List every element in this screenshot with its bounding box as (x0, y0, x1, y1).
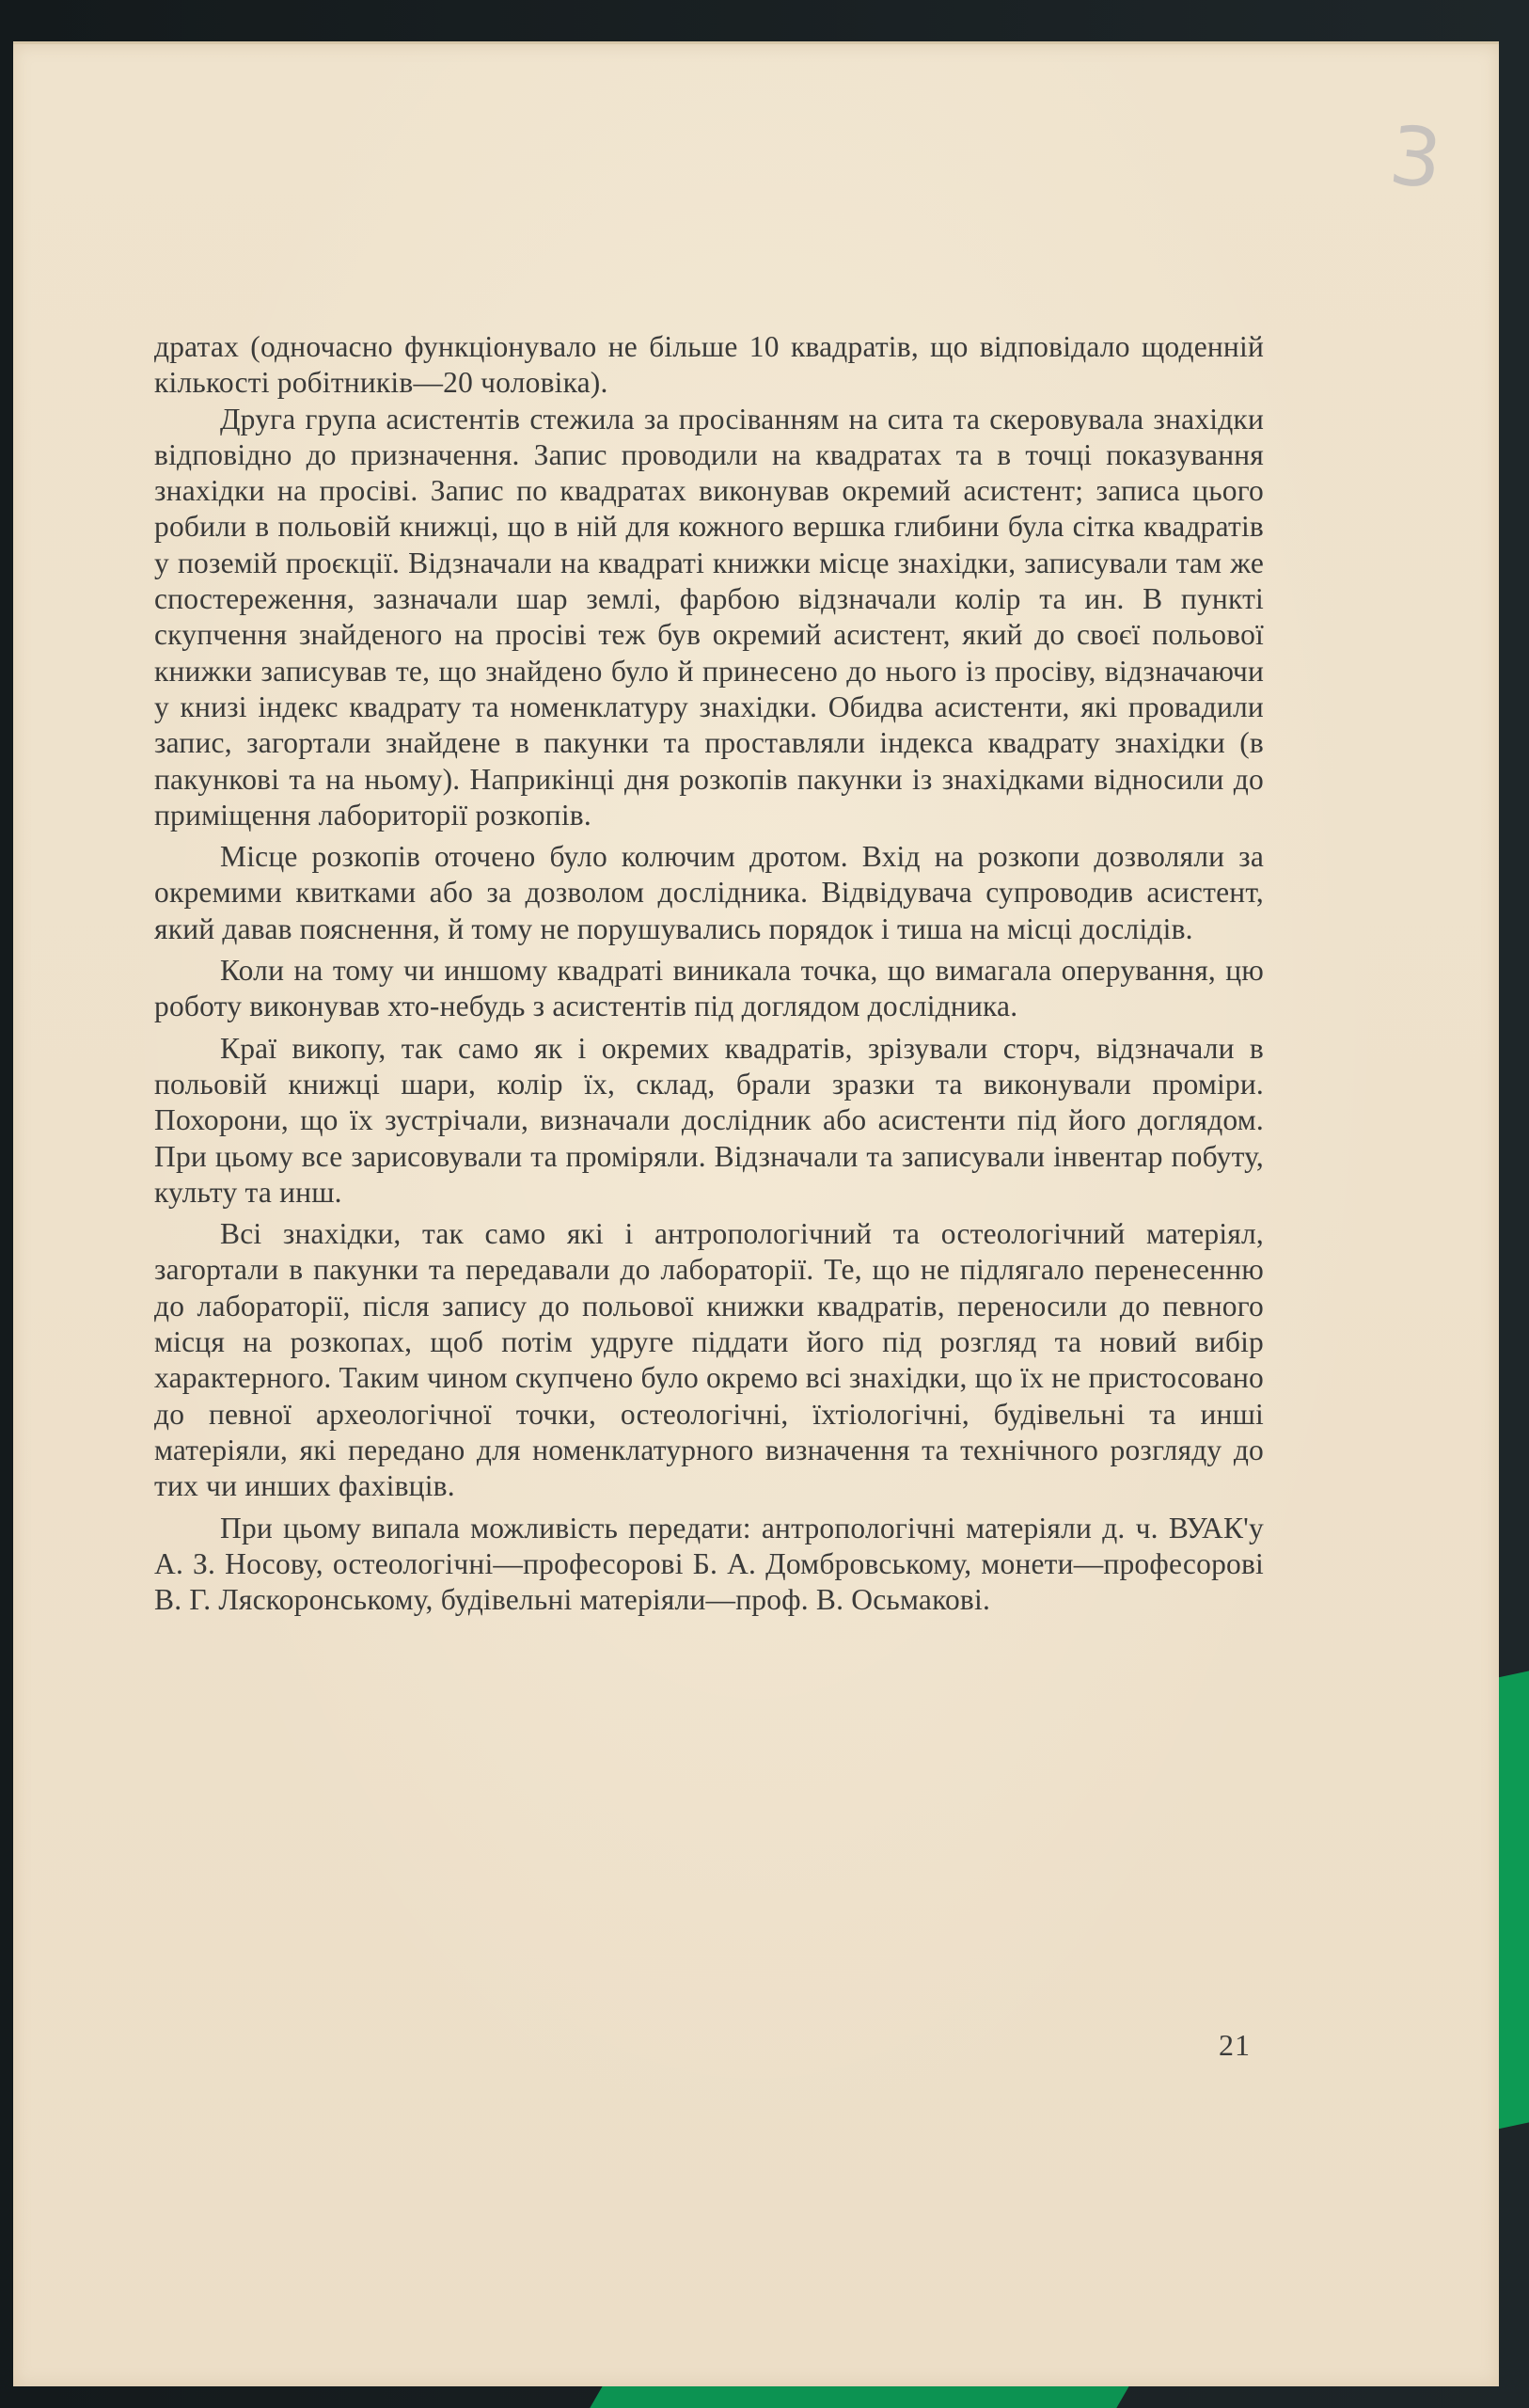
page-number: 21 (1219, 2028, 1251, 2062)
paragraph-3: Коли на тому чи иншому квадраті виникала точка, що вимагала оперування, цю роботу виконував хто-небудь з асистентів під доглядом дослідника. (154, 954, 1264, 1023)
paragraph-6: При цьому випала можливість передати: антропологічні матеріяли д. ч. ВУАК'у А. З. Носову, остеологічні—професорові Б. А. Домбровському, монети—професорові В. Г. Ляскоронському, будівельні матеріяли—проф. В. Осьмакові. (154, 1511, 1264, 1617)
paragraph-5: Всі знахідки, так само які і антропологічний та остеологічний матеріял, загортали в пакунки та передавали до лабораторії. Те, що не підлягало перенесенню до лабораторії, після запису до польової книжки квадратів, переносили до певного місця на розкопах, щоб потім удруге піддати його під розгляд та новий вибір характерного. Таким чином скупчено було окремо всі знахідки, що їх не пристосовано до певної археологічної точки, остеологічні, їхтіологічні, будівельні та инші матеріяли, які передано для номенклатурного визначення та технічного розгляду до тих чи инших фахівців. (154, 1217, 1264, 1503)
paragraph-0: дратах (одночасно функціонувало не більше 10 квадратів, що відповідало щоденній кількості робітників—20 чоловіка). (154, 330, 1264, 400)
green-backing-strip (1497, 1671, 1529, 2129)
paragraph-1: Друга група асистентів стежила за просіванням на сита та скеровувала знахідки відповідно до призначення. Запис проводили на квадратах та в точці показування знахідки на просіві. Запис по квадратах виконував окремий асистент; записа цього робили в польовій книжці, що в ній для кожного вершка глибини була сітка квадратів у поземій проєкції. Відзначали на квадраті книжки місце знахідки, записували там же спостереження, зазначали шар землі, фарбою відзначали колір та ин. В пункті скупчення знайденого на просіві теж був окремий асистент, який до своєї польової книжки записував те, що знайдено було й принесено до нього із просіву, відзначаючи у книзі індекс квадрату та номенклатуру знахідки. Обидва асистенти, які провадили запис, загортали знайдене в пакунки та проставляли індекса квадрату знахідки (в пакункові та на ньому). Наприкінці дня розкопів пакунки із знахідками відносили до приміщення лабориторії розкопів. (154, 402, 1264, 832)
paragraph-4: Краї викопу, так само як і окремих квадратів, зрізували сторч, відзначали в польовій книжці шари, колір їх, склад, брали зразки та виконували проміри. Похорони, що їх зустрічали, визначали дослідник або асистенти під його доглядом. При цьому все зарисовували та проміряли. Відзначали та записували інвентар побуту, культу та инш. (154, 1031, 1264, 1209)
body-text (154, 329, 1264, 1618)
handwritten-page-mark: 3 (1384, 108, 1446, 208)
paragraph-2: Місце розкопів оточено було колючим дротом. Вхід на розкопи дозволяли за окремими квитками або за дозволом дослідника. Відвідувача супроводив асистент, який давав пояснення, й тому не порушувались порядок і тиша на місці дослідів. (154, 840, 1264, 945)
